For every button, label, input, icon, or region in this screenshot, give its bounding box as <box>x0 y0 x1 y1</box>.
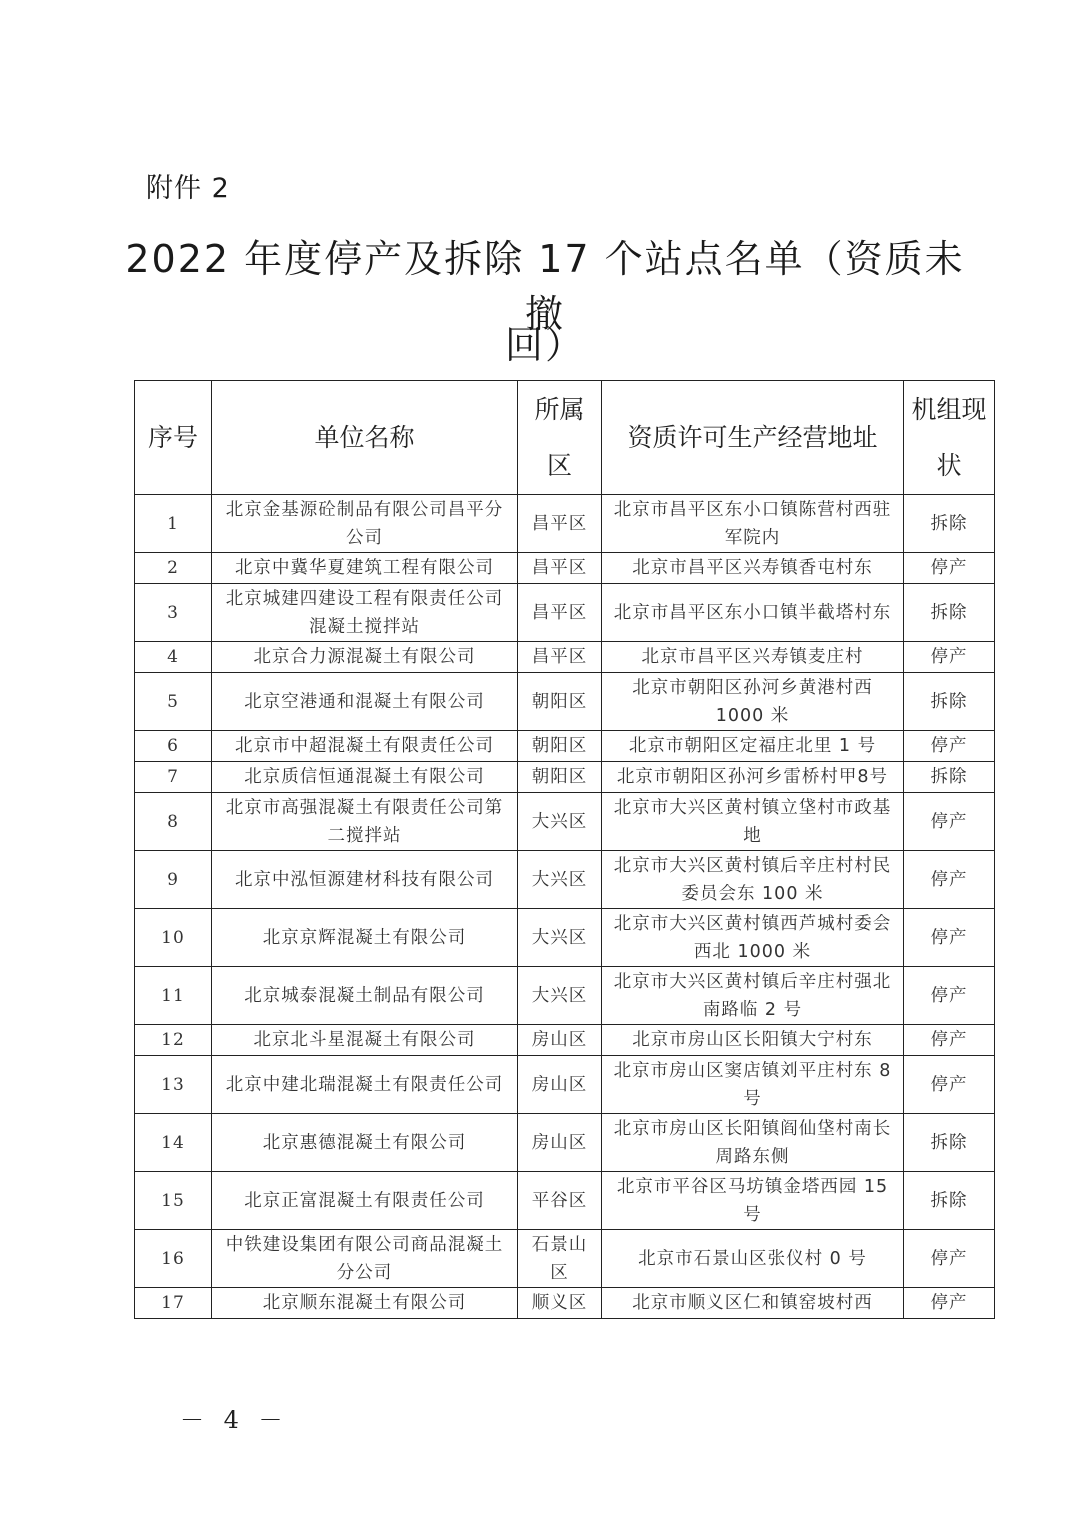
attachment-label: 附件 2 <box>146 173 230 204</box>
row-index: 5 <box>135 673 212 731</box>
row-unit-name: 中铁建设集团有限公司商品混凝土分公司 <box>212 1230 518 1288</box>
row-status: 停产 <box>904 553 995 584</box>
row-unit-name: 北京合力源混凝土有限公司 <box>212 642 518 673</box>
row-status: 停产 <box>904 967 995 1025</box>
row-address: 北京市平谷区马坊镇金塔西园 15 号 <box>602 1172 904 1230</box>
row-unit-name: 北京城建四建设工程有限责任公司混凝土搅拌站 <box>212 584 518 642</box>
row-district: 昌平区 <box>518 642 602 673</box>
station-list-table <box>134 380 995 1319</box>
row-district: 大兴区 <box>518 851 602 909</box>
row-district: 大兴区 <box>518 967 602 1025</box>
row-address: 北京市房山区长阳镇阎仙垡村南长周路东侧 <box>602 1114 904 1172</box>
row-address: 北京市石景山区张仪村 0 号 <box>602 1230 904 1288</box>
row-status: 停产 <box>904 1288 995 1319</box>
row-status: 停产 <box>904 642 995 673</box>
row-index: 2 <box>135 553 212 584</box>
table-row <box>135 1025 995 1056</box>
row-unit-name: 北京中冀华夏建筑工程有限公司 <box>212 553 518 584</box>
row-unit-name: 北京中泓恒源建材科技有限公司 <box>212 851 518 909</box>
row-index: 8 <box>135 793 212 851</box>
row-address: 北京市昌平区兴寿镇香屯村东 <box>602 553 904 584</box>
row-unit-name: 北京北斗星混凝土有限公司 <box>212 1025 518 1056</box>
row-address: 北京市房山区长阳镇大宁村东 <box>602 1025 904 1056</box>
row-status: 停产 <box>904 793 995 851</box>
row-index: 4 <box>135 642 212 673</box>
table-row <box>135 851 995 909</box>
row-address: 北京市昌平区兴寿镇麦庄村 <box>602 642 904 673</box>
row-district: 房山区 <box>518 1056 602 1114</box>
row-unit-name: 北京城泰混凝土制品有限公司 <box>212 967 518 1025</box>
row-status: 拆除 <box>904 584 995 642</box>
row-index: 3 <box>135 584 212 642</box>
row-status: 停产 <box>904 851 995 909</box>
page-number: － 4 － <box>180 1406 289 1434</box>
table-row <box>135 495 995 553</box>
row-index: 16 <box>135 1230 212 1288</box>
table-row <box>135 1172 995 1230</box>
row-unit-name: 北京中建北瑞混凝土有限责任公司 <box>212 1056 518 1114</box>
row-address: 北京市顺义区仁和镇窑坡村西 <box>602 1288 904 1319</box>
row-index: 10 <box>135 909 212 967</box>
table-row <box>135 642 995 673</box>
row-status: 停产 <box>904 1230 995 1288</box>
table-row <box>135 553 995 584</box>
row-index: 7 <box>135 762 212 793</box>
table-row <box>135 731 995 762</box>
header-unit-name: 单位名称 <box>212 381 518 495</box>
row-district: 昌平区 <box>518 495 602 553</box>
row-status: 拆除 <box>904 762 995 793</box>
row-address: 北京市昌平区东小口镇半截塔村东 <box>602 584 904 642</box>
table-row <box>135 1288 995 1319</box>
row-unit-name: 北京顺东混凝土有限公司 <box>212 1288 518 1319</box>
row-district: 昌平区 <box>518 553 602 584</box>
header-address: 资质许可生产经营地址 <box>602 381 904 495</box>
row-district: 朝阳区 <box>518 731 602 762</box>
row-district: 石景山区 <box>518 1230 602 1288</box>
row-status: 停产 <box>904 731 995 762</box>
row-unit-name: 北京市高强混凝土有限责任公司第二搅拌站 <box>212 793 518 851</box>
row-address: 北京市朝阳区定福庄北里 1 号 <box>602 731 904 762</box>
row-index: 11 <box>135 967 212 1025</box>
row-address: 北京市大兴区黄村镇西芦城村委会西北 1000 米 <box>602 909 904 967</box>
header-district: 所属区 <box>518 381 602 495</box>
row-index: 12 <box>135 1025 212 1056</box>
table-row <box>135 762 995 793</box>
page-title-line-1: 2022 年度停产及拆除 17 个站点名单（资质未撤 <box>125 237 965 336</box>
row-status: 停产 <box>904 1025 995 1056</box>
row-address: 北京市大兴区黄村镇后辛庄村村民委员会东 100 米 <box>602 851 904 909</box>
table-row <box>135 909 995 967</box>
row-index: 13 <box>135 1056 212 1114</box>
row-district: 平谷区 <box>518 1172 602 1230</box>
table-header-row <box>135 381 995 495</box>
table-row <box>135 793 995 851</box>
row-index: 1 <box>135 495 212 553</box>
row-district: 房山区 <box>518 1114 602 1172</box>
table-row <box>135 673 995 731</box>
row-district: 朝阳区 <box>518 673 602 731</box>
row-address: 北京市房山区窦店镇刘平庄村东 8 号 <box>602 1056 904 1114</box>
row-address: 北京市昌平区东小口镇陈营村西驻军院内 <box>602 495 904 553</box>
row-district: 大兴区 <box>518 793 602 851</box>
row-status: 停产 <box>904 1056 995 1114</box>
row-status: 拆除 <box>904 1114 995 1172</box>
row-district: 房山区 <box>518 1025 602 1056</box>
page-title-line-2: 回） <box>504 323 585 367</box>
table-row <box>135 967 995 1025</box>
row-address: 北京市大兴区黄村镇后辛庄村强北南路临 2 号 <box>602 967 904 1025</box>
table-row <box>135 1114 995 1172</box>
row-unit-name: 北京惠德混凝土有限公司 <box>212 1114 518 1172</box>
row-district: 顺义区 <box>518 1288 602 1319</box>
table-row <box>135 584 995 642</box>
row-status: 停产 <box>904 909 995 967</box>
row-address: 北京市大兴区黄村镇立垡村市政基地 <box>602 793 904 851</box>
row-index: 15 <box>135 1172 212 1230</box>
row-unit-name: 北京正富混凝土有限责任公司 <box>212 1172 518 1230</box>
table-row <box>135 1230 995 1288</box>
row-address: 北京市朝阳区孙河乡雷桥村甲8号 <box>602 762 904 793</box>
row-status: 拆除 <box>904 495 995 553</box>
row-unit-name: 北京质信恒通混凝土有限公司 <box>212 762 518 793</box>
row-unit-name: 北京市中超混凝土有限责任公司 <box>212 731 518 762</box>
table-row <box>135 1056 995 1114</box>
row-unit-name: 北京京辉混凝土有限公司 <box>212 909 518 967</box>
row-address: 北京市朝阳区孙河乡黄港村西 1000 米 <box>602 673 904 731</box>
row-unit-name: 北京金基源砼制品有限公司昌平分公司 <box>212 495 518 553</box>
header-status: 机组现状 <box>904 381 995 495</box>
header-index: 序号 <box>135 381 212 495</box>
row-status: 拆除 <box>904 673 995 731</box>
row-district: 昌平区 <box>518 584 602 642</box>
row-index: 9 <box>135 851 212 909</box>
row-index: 14 <box>135 1114 212 1172</box>
row-index: 6 <box>135 731 212 762</box>
row-unit-name: 北京空港通和混凝土有限公司 <box>212 673 518 731</box>
row-index: 17 <box>135 1288 212 1319</box>
row-district: 朝阳区 <box>518 762 602 793</box>
row-district: 大兴区 <box>518 909 602 967</box>
row-status: 拆除 <box>904 1172 995 1230</box>
